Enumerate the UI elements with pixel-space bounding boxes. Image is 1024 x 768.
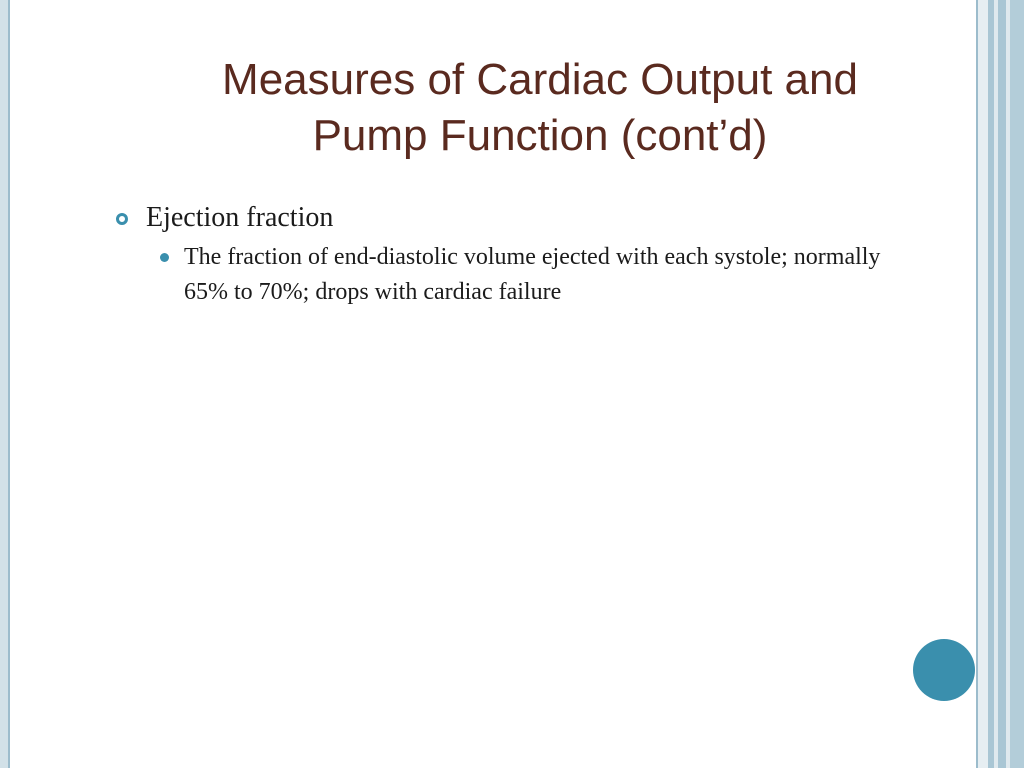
slide-body [112, 198, 892, 310]
decorative-circle [913, 639, 975, 701]
bullet-text: Ejection fraction [146, 202, 334, 233]
left-border-line [8, 0, 10, 768]
left-border-stripe [0, 0, 8, 768]
filled-circle-bullet-icon [160, 253, 169, 262]
sub-bullet-text: The fraction of end-diastolic volume ejected with each systole; normally 65% to 70%; drops with cardiac failure [184, 244, 881, 305]
hollow-circle-bullet-icon [116, 213, 128, 225]
right-stripe [978, 0, 988, 768]
slide-title [110, 52, 970, 164]
right-stripe [1010, 0, 1024, 768]
bullet-item-ejection-fraction [112, 198, 892, 238]
sub-bullet-item [112, 240, 892, 310]
slide-title-line-1: Measures of Cardiac Output and [222, 55, 858, 104]
slide-title-line-2: Pump Function (cont’d) [312, 111, 768, 160]
right-stripe [998, 0, 1006, 768]
